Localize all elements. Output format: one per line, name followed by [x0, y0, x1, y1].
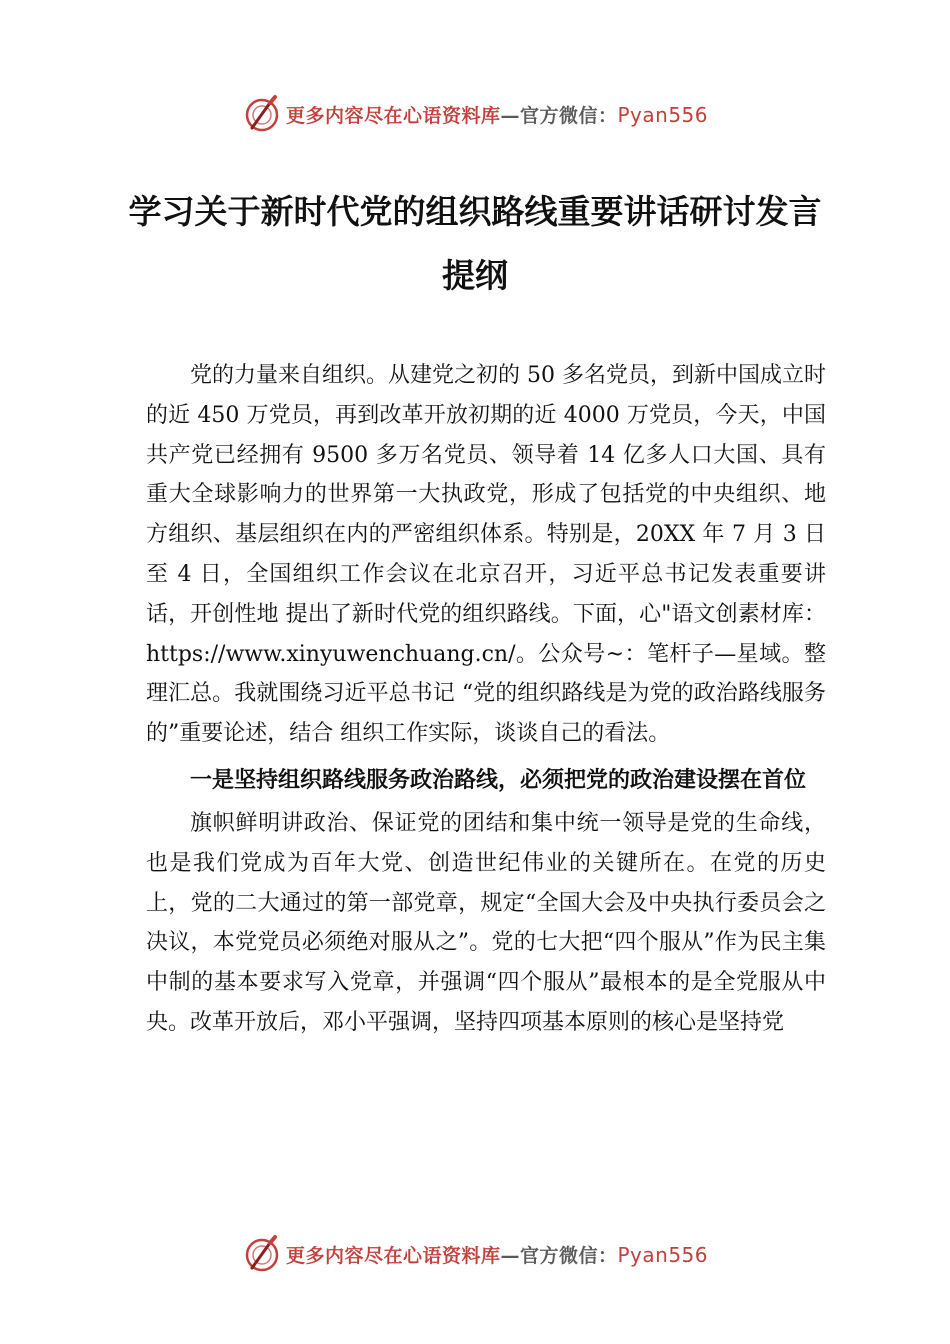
banner-wechat-id: Pyan556 — [617, 102, 709, 127]
brush-logo-icon — [242, 1234, 282, 1274]
banner-separator: — — [500, 1244, 520, 1267]
header-banner — [0, 92, 950, 136]
brush-logo-icon — [242, 94, 282, 134]
banner-official-label: 官方微信： — [519, 1244, 618, 1267]
banner-text — [286, 1241, 708, 1268]
banner-text — [286, 101, 708, 128]
footer-banner — [0, 1232, 950, 1276]
paragraph-section-1: 旗帜鲜明讲政治、保证党的团结和集中统一领导是党的生命线，也是我们党成为百年大党、创造世纪伟业的关键所在。在党的历史上，党的二大通过的第一部党章，规定“全国大会及中央执行委员会之决议，本党党员必须绝对服从之”。党的七大把“四个服从”作为民主集中制的基本要求写入党章，并强调“四个服从”最根本的是全党服从中央。改革开放后，邓小平强调，坚持四项基本原则的核心是坚持党 — [146, 810, 826, 1035]
banner-brand: 更多内容尽在心语资料库 — [285, 1244, 501, 1267]
banner-wechat-id: Pyan556 — [617, 1242, 709, 1267]
banner-brand: 更多内容尽在心语资料库 — [285, 104, 501, 127]
document-title: 学习关于新时代党的组织路线重要讲话研讨发言提纲 — [128, 192, 822, 295]
section-heading-1: 一是坚持组织路线服务政治路线，必须把党的政治建设摆在首位 — [190, 767, 807, 793]
paragraph-intro: 党的力量来自组织。从建党之初的 50 多名党员，到新中国成立时的近 450 万党员，再到改革开放初期的近 4000 万党员，今天，中国共产党已经拥有 9500 多万名党员、领导着 14 亿多人口大国、具有重大全球影响力的世界第一大执政党，形成了包括党的中央组织、地方组织、基层组织在内的严密组织体系。特别是，20XX 年 7 月 3 日至 4 日，全国组织工作会议在北京召开，习近平总书记发表重要讲话，开创性地 提出了新时代党的组织路线。下面，心"语文创素材库：https://www.xinyuwenchuang.cn/。公众号~：笔杆子—星域。整理汇总。我就围绕习近平总书记 “党的组织路线是为党的政治路线服务的”重要论述，结合 组织工作实际，谈谈自己的看法。 — [146, 363, 826, 747]
document-body — [146, 356, 826, 1043]
banner-official-label: 官方微信： — [519, 104, 618, 127]
banner-separator: — — [500, 104, 520, 127]
